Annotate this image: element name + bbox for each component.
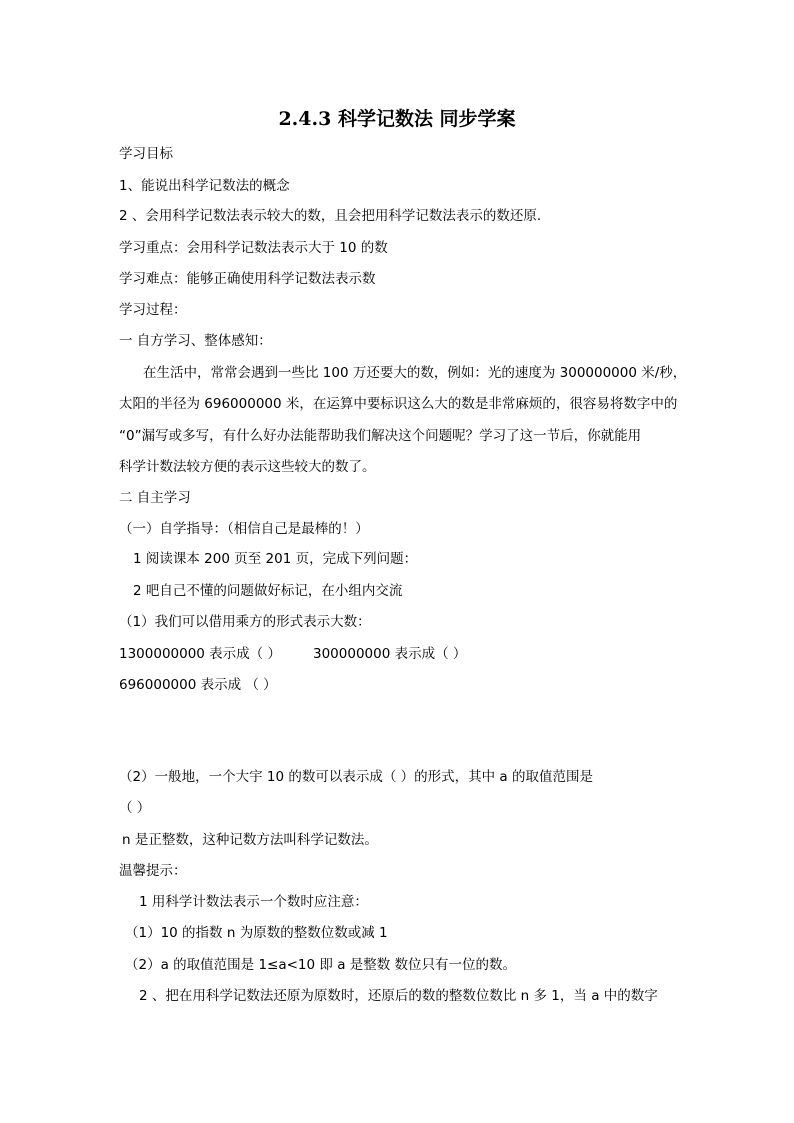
question-1-blank-a: 1300000000 表示成（ ） xyxy=(119,646,281,662)
process-heading: 学习过程： xyxy=(119,302,187,318)
tip-1: 1 用科学计数法表示一个数时应注意： xyxy=(139,894,368,910)
question-1-intro: （1）我们可以借用乘方的形式表示大数： xyxy=(119,614,371,630)
intro-line-3: “0”漏写或多写，有什么好办法能帮助我们解决这个问题呢？学习了这一节后，你就能用 xyxy=(119,428,642,444)
guide-2: 2 吧自己不懂的问题做好标记，在小组内交流 xyxy=(133,583,403,599)
tip-1-a: （1）10 的指数 n 为原数的整数位数或减 1 xyxy=(125,925,388,941)
document-title: 2.4.3 科学记数法 同步学案 xyxy=(278,108,516,130)
guide-heading: （一）自学指导：（相信自己是最棒的！） xyxy=(119,521,369,537)
question-2-line-3: n 是正整数，这种记数方法叫科学记数法。 xyxy=(122,832,378,848)
intro-line-4: 科学计数法较方便的表示这些较大的数了。 xyxy=(119,459,376,475)
objective-1: 1、能说出科学记数法的概念 xyxy=(119,178,290,194)
question-2-line-1: （2）一般地，一个大宇 10 的数可以表示成（ ）的形式，其中 a 的取值范围是 xyxy=(119,769,593,785)
difficulty: 学习难点：能够正确使用科学记数法表示数 xyxy=(119,271,376,287)
objective-2: 2 、会用科学记数法表示较大的数，且会把用科学记数法表示的数还原. xyxy=(119,208,542,224)
tip-2: 2 、把在用科学记数法还原为原数时，还原后的数的整数位数比 n 多 1，当 a 中的数字 xyxy=(139,988,658,1004)
question-1-blank-b: 300000000 表示成（ ） xyxy=(313,646,467,662)
intro-line-2: 太阳的半径为 696000000 米，在运算中要标识这么大的数是非常麻烦的，很容易将数字中的 xyxy=(119,396,678,412)
tip-1-b: （2）a 的取值范围是 1≤a<10 即 a 是整数 数位只有一位的数。 xyxy=(125,957,517,973)
question-2-line-2: （ ） xyxy=(119,800,151,816)
tips-heading: 温馨提示： xyxy=(119,863,187,879)
guide-1: 1 阅读课本 200 页至 201 页，完成下列问题： xyxy=(133,551,418,567)
section-2-heading: 二 自主学习 xyxy=(119,490,191,506)
intro-line-1: 在生活中，常常会遇到一些比 100 万还要大的数，例如：光的速度为 300000000 米/秒， xyxy=(143,365,687,381)
section-1-heading: 一 自方学习、整体感知： xyxy=(119,333,272,349)
question-1-blank-c: 696000000 表示成 （ ） xyxy=(119,677,277,693)
objectives-heading: 学习目标 xyxy=(119,146,173,162)
key-point: 学习重点：会用科学记数法表示大于 10 的数 xyxy=(119,240,388,256)
